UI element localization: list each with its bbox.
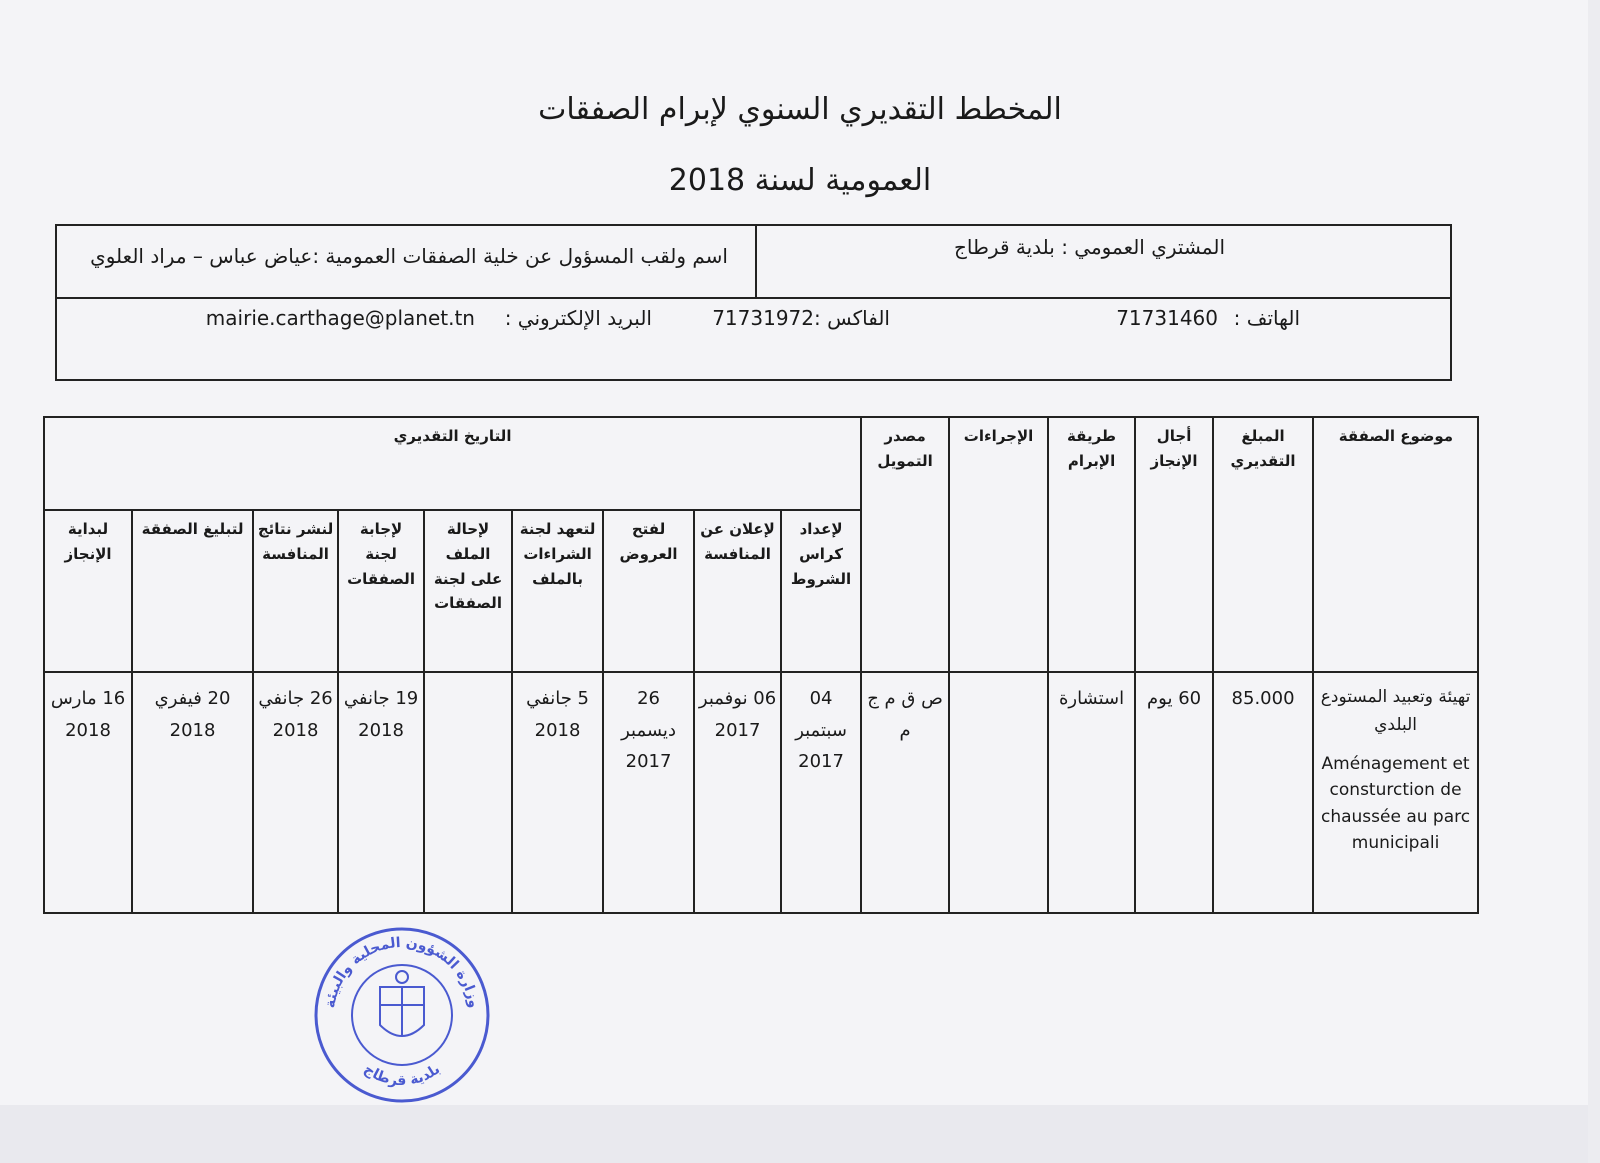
header-d3: لفتح العروض bbox=[603, 510, 694, 672]
document-title-line2: العمومية لسنة 2018 bbox=[668, 163, 932, 198]
fax-label: الفاكس : bbox=[814, 306, 890, 330]
header-subject: موضوع الصفقة bbox=[1313, 417, 1478, 672]
subject-french: Aménagement et consturction de chaussée au parc municipali bbox=[1320, 754, 1471, 854]
header-d7: لنشر نتائج المنافسة bbox=[253, 510, 338, 672]
header-amount: المبلغ التقديري bbox=[1213, 417, 1313, 672]
table-header-row bbox=[44, 417, 1478, 510]
phone-label: الهاتف : bbox=[1233, 306, 1300, 330]
cell-d2: 06 نوفمبر 2017 bbox=[694, 672, 781, 913]
cell-method: استشارة bbox=[1048, 672, 1135, 913]
cell-d7: 26 جانفي 2018 bbox=[253, 672, 338, 913]
cell-d9: 16 مارس 2018 bbox=[44, 672, 132, 913]
cell-d4: 5 جانفي 2018 bbox=[512, 672, 603, 913]
cell-d8: 20 فيفري 2018 bbox=[132, 672, 253, 913]
header-d1: لإعداد كراس الشروط bbox=[781, 510, 861, 672]
header-procedures: الإجراءات bbox=[949, 417, 1048, 672]
email-value: mairie.carthage@planet.tn bbox=[205, 306, 475, 330]
stamp-text-top: وزارة الشؤون المحلية والبيئة bbox=[322, 934, 482, 1010]
cell-amount: 85.000 bbox=[1213, 672, 1313, 913]
cell-d5 bbox=[424, 672, 512, 913]
header-d6: لإجابة لجنة الصفقات bbox=[338, 510, 424, 672]
table-row bbox=[44, 672, 1478, 913]
buyer-label: المشتري العمومي : بلدية قرطاج bbox=[953, 235, 1225, 259]
header-dates-group: التاريخ التقديري bbox=[44, 417, 861, 510]
cell-duration: 60 يوم bbox=[1135, 672, 1213, 913]
header-d4: لتعهد لجنة الشراءات بالملف bbox=[512, 510, 603, 672]
subject-arabic: تهيئة وتعبيد المستودع البلدي bbox=[1320, 687, 1471, 736]
responsible-label: اسم ولقب المسؤول عن خلية الصفقات العمومية :عياض عباس – مراد العلوي bbox=[90, 244, 728, 268]
coat-of-arms-icon bbox=[380, 971, 424, 1037]
fax-value: 71731972 bbox=[712, 306, 814, 330]
info-box bbox=[55, 224, 1452, 381]
info-divider-horizontal bbox=[57, 297, 1450, 299]
official-stamp bbox=[312, 925, 492, 1105]
header-d2: لإعلان عن المنافسة bbox=[694, 510, 781, 672]
header-d9: لبداية الإنجاز bbox=[44, 510, 132, 672]
header-funding: مصدر التمويل bbox=[861, 417, 949, 672]
cell-subject bbox=[1313, 672, 1478, 913]
cell-procedures bbox=[949, 672, 1048, 913]
header-duration: أجال الإنجاز bbox=[1135, 417, 1213, 672]
header-method: طريقة الإبرام bbox=[1048, 417, 1135, 672]
stamp-text-bottom: بلدية قرطاج bbox=[360, 1061, 444, 1090]
scan-margin-bottom bbox=[0, 1105, 1600, 1163]
info-divider-vertical bbox=[755, 226, 757, 297]
cell-d3: 26 ديسمبر 2017 bbox=[603, 672, 694, 913]
scan-margin-right bbox=[1588, 0, 1600, 1163]
cell-d1: 04 سبتمبر 2017 bbox=[781, 672, 861, 913]
header-d8: لتبليغ الصفقة bbox=[132, 510, 253, 672]
procurement-plan-table bbox=[43, 416, 1479, 914]
header-d5: لإحالة الملف على لجنة الصفقات bbox=[424, 510, 512, 672]
cell-funding: ص ق م ج م bbox=[861, 672, 949, 913]
phone-value: 71731460 bbox=[1116, 306, 1218, 330]
email-label: البريد الإلكتروني : bbox=[504, 306, 652, 330]
document-title-line1: المخطط التقديري السنوي لإبرام الصفقات bbox=[538, 92, 1062, 127]
cell-d6: 19 جانفي 2018 bbox=[338, 672, 424, 913]
